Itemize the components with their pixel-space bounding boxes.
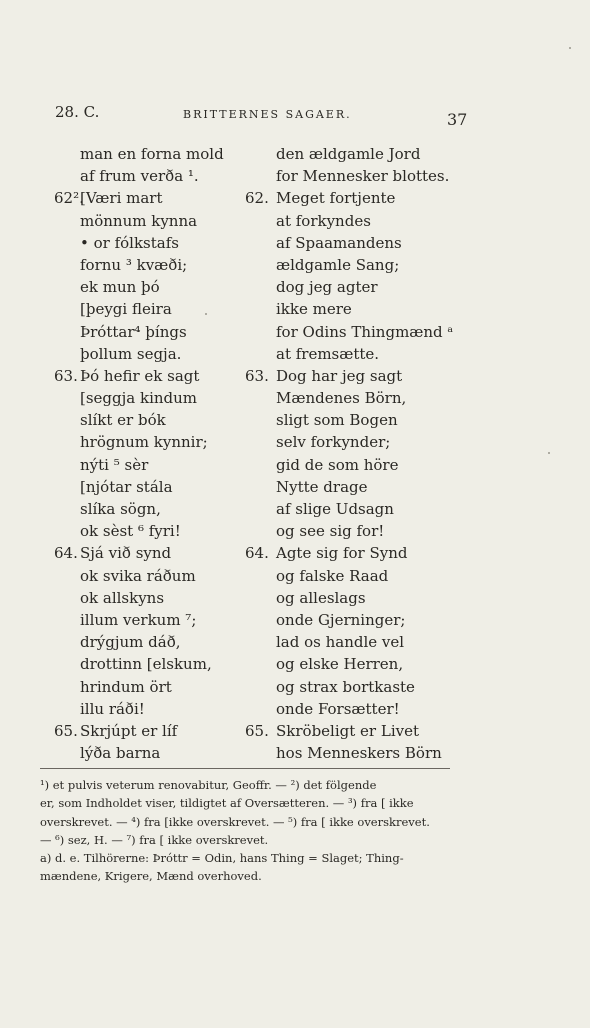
verse-text: þollum segja. [80,344,182,363]
danish-verse-line [233,520,463,542]
running-title: BRITTERNES SAGAER. [183,108,352,121]
danish-verse-line [233,143,463,165]
footnote-line: — ⁶) sez, H. — ⁷) fra [ ikke overskrevet. [40,832,269,847]
verse-text: lad os handle vel [276,633,405,652]
verse-text: og alleslags [276,588,366,607]
verse-text: og strax bortkaste [276,677,415,696]
verse-text: af frum verða ¹. [80,167,199,186]
verse-text: og see sig for! [276,522,385,541]
old-norse-verse-line [56,143,256,165]
verse-text: Dog har jeg sagt [276,366,403,385]
verse-text: illu ráði! [80,699,145,718]
verse-text: Mændenes Börn, [276,389,407,408]
page-number: 37 [447,110,468,129]
old-norse-verse-line [56,653,256,675]
verse-text: af slige Udsagn [276,500,394,518]
old-norse-verse-line [56,276,256,298]
stanza-number: 62. [245,189,269,208]
verse-text: ældgamle Sang; [276,255,400,274]
stanza-number: 65. [54,721,78,740]
verse-text: hos Menneskers Börn [276,744,442,763]
old-norse-verse-line [56,609,256,631]
verse-text: nýti ⁵ sèr [80,455,149,474]
old-norse-verse-line [56,520,256,542]
verse-text: onde Forsætter! [276,699,400,718]
danish-verse-line [233,565,463,587]
verse-text: Þróttar⁴ þíngs [80,322,187,341]
verse-text: illum verkum ⁷; [80,610,197,629]
verse-text: af Spaamandens [276,233,402,252]
verse-text: Nytte drage [276,477,368,496]
old-norse-verse-line [56,720,256,742]
verse-text: den ældgamle Jord [276,145,421,163]
verse-text: og falske Raad [276,566,389,585]
old-norse-verse-line [56,542,256,564]
verse-text: mönnum kynna [80,211,198,230]
verse-text: Meget fortjente [276,189,396,208]
old-norse-verse-line [56,476,256,498]
old-norse-verse-line [56,365,256,387]
stanza-number: 63. [54,366,78,385]
old-norse-verse-line [56,587,256,609]
footnote-line: mændene, Krigere, Mænd overhoved. [40,869,262,884]
danish-verse-line [233,409,463,431]
danish-verse-line [233,343,463,365]
verse-text: Sjá við synd [80,544,172,563]
old-norse-verse-line [56,409,256,431]
old-norse-verse-line [56,454,256,476]
stanza-number: 65. [245,721,269,740]
stanza-number: 63. [245,366,269,385]
paper-speck [205,313,207,315]
old-norse-verse-line [56,254,256,276]
old-norse-verse-line [56,631,256,653]
danish-verse-line [233,742,463,764]
verse-text: hrindum ört [80,677,172,696]
stanza-number: 64. [54,544,78,563]
verse-text: • or fólkstafs [80,233,179,252]
footnotes [40,776,460,886]
paper-speck [569,47,571,49]
footnote-line: overskrevet. — ⁴) fra [ikke overskrevet. — ⁵) fra [ ikke overskrevet. [40,814,430,829]
old-norse-verse-line [56,298,256,320]
verse-text: Þó hefir ek sagt [80,366,200,385]
verse-text: [Væri mart [80,189,163,208]
verse-text: at fremsætte. [276,344,380,363]
paper-speck [548,452,550,454]
chapter-reference: 28. C. [55,103,100,121]
danish-verse-line [233,698,463,720]
danish-verse-line [233,165,463,187]
verse-text: for Odins Thingmænd ᵃ [276,322,454,341]
old-norse-verse-line [56,210,256,232]
danish-verse-line [233,720,463,742]
danish-verse-line [233,210,463,232]
verse-text: slíkt er bók [80,411,166,430]
danish-verse-line [233,498,463,520]
danish-verse-line [233,676,463,698]
verse-text: Agte sig for Synd [276,544,408,563]
danish-verse-line [233,232,463,254]
danish-verse-line [233,653,463,675]
stanza-number: 62². [54,189,84,208]
verse-text: ok allskyns [80,588,165,607]
verse-text: [þeygi fleira [80,300,172,319]
old-norse-verse-line [56,565,256,587]
old-norse-verse-line [56,698,256,720]
danish-verse-line [233,298,463,320]
footnote-divider [40,768,450,769]
verse-text: man en forna mold [80,145,224,163]
old-norse-verse-line [56,387,256,409]
old-norse-verse-line [56,187,256,209]
verse-text: for Mennesker blottes. [276,167,450,186]
danish-verse-line [233,476,463,498]
danish-verse-line [233,365,463,387]
danish-verse-line [233,587,463,609]
danish-translation-column [233,143,463,764]
footnote-line: er, som Indholdet viser, tildigtet af Oversætteren. — ³) fra [ ikke [40,796,414,811]
old-norse-verse-line [56,498,256,520]
old-norse-verse-line [56,232,256,254]
danish-verse-line [233,387,463,409]
verse-text: ok sèst ⁶ fyri! [80,522,181,541]
verse-text: ek mun þó [80,278,160,297]
old-norse-verse-line [56,742,256,764]
verse-text: gid de som höre [276,455,399,474]
verse-text: selv forkynder; [276,433,391,452]
old-norse-verse-line [56,165,256,187]
old-norse-verse-line [56,431,256,453]
verse-text: onde Gjerninger; [276,610,406,629]
danish-verse-line [233,609,463,631]
verse-text: dog jeg agter [276,278,378,297]
verse-text: [njótar stála [80,477,173,496]
verse-text: [seggja kindum [80,389,198,408]
verse-text: Skröbeligt er Livet [276,721,419,740]
danish-verse-line [233,321,463,343]
verse-text: hrögnum kynnir; [80,433,208,452]
stanza-number: 64. [245,544,269,563]
verse-text: Skrjúpt er líf [80,721,178,740]
verse-text: drýgjum dáð, [80,633,181,652]
verse-text: at forkyndes [276,211,371,230]
old-norse-verse-line [56,676,256,698]
verse-text: ok svika ráðum [80,566,196,585]
old-norse-verse-line [56,343,256,365]
footnote-line: a) d. e. Tilhörerne: Þróttr = Odin, hans Thing = Slaget; Thing- [40,851,404,866]
verse-text: og elske Herren, [276,655,404,674]
danish-verse-line [233,631,463,653]
verse-text: slíka sögn, [80,500,161,518]
footnote-line: ¹) et pulvis veterum renovabitur, Geoffr. — ²) det fölgende [40,778,377,792]
old-norse-verse-line [56,321,256,343]
verse-text: lýða barna [80,744,161,763]
verse-text: fornu ³ kvæði; [80,255,188,274]
danish-verse-line [233,187,463,209]
old-norse-column [56,143,256,764]
danish-verse-line [233,276,463,298]
verse-text: sligt som Bogen [276,411,398,430]
verse-text: drottinn [elskum, [80,655,212,674]
danish-verse-line [233,542,463,564]
danish-verse-line [233,254,463,276]
danish-verse-line [233,431,463,453]
danish-verse-line [233,454,463,476]
verse-text: ikke mere [276,300,352,319]
